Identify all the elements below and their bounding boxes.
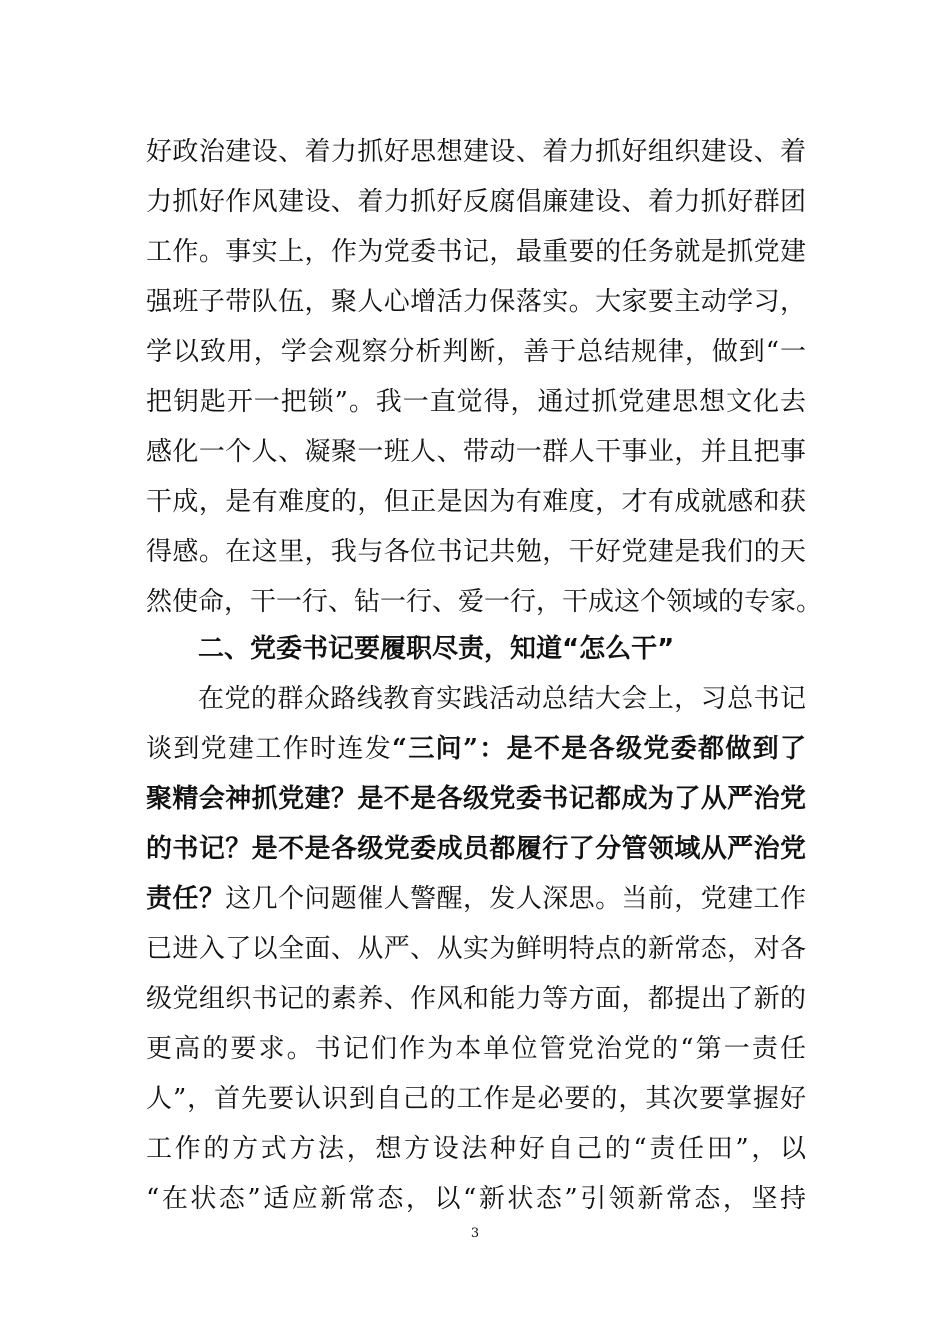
body-text-line: 力抓好作风建设、着力抓好反腐倡廉建设、着力抓好群团 [146, 187, 806, 217]
body-text-line: 感化一个人、凝聚一班人、带动一群人干事业，并且把事 [146, 437, 806, 467]
body-text-line: 把钥匙开一把锁”。我一直觉得，通过抓党建思想文化去 [146, 387, 806, 417]
body-text-line: 在党的群众路线教育实践活动总结大会上，习总书记 [198, 684, 806, 714]
body-text-line: 工作的方式方法，想方设法种好自己的“责任田”，以 [146, 1134, 806, 1164]
body-text-line: 干成，是有难度的，但正是因为有难度，才有成就感和获 [146, 487, 806, 517]
body-text-line: 得感。在这里，我与各位书记共勉，干好党建是我们的天 [146, 537, 806, 567]
emphasis-text: 责任？ [146, 884, 226, 914]
page-number: 3 [470, 1226, 480, 1241]
body-text-line: 人”，首先要认识到自己的工作是必要的，其次要掌握好 [146, 1084, 806, 1114]
body-text-span: 这几个问题催人警醒，发人深思。当前，党建工作 [225, 884, 806, 914]
body-text-line: 然使命，干一行、钻一行、爱一行，干成这个领域的专家。 [146, 587, 823, 617]
section-heading: 二、党委书记要履职尽责，知道“怎么干” [198, 634, 675, 664]
body-text-line: 更高的要求。书记们作为本单位管党治党的“第一责任 [146, 1034, 806, 1064]
emphasis-text-line: 的书记？是不是各级党委成员都履行了分管领域从严治党 [146, 834, 806, 864]
emphasis-text-line: 聚精会神抓党建？是不是各级党委书记都成为了从严治党 [146, 784, 806, 814]
body-text-line: 学以致用，学会观察分析判断，善于总结规律，做到“一 [146, 337, 806, 367]
body-text-line: 好政治建设、着力抓好思想建设、着力抓好组织建设、着 [146, 137, 806, 167]
body-text-line: 工作。事实上，作为党委书记，最重要的任务就是抓党建 [146, 237, 806, 267]
body-text-line: 级党组织书记的素养、作风和能力等方面，都提出了新的 [146, 984, 806, 1014]
body-text-line: “在状态”适应新常态，以“新状态”引领新常态，坚持 [146, 1184, 806, 1214]
body-text-span: 谈到党建工作时连发 [146, 734, 393, 764]
body-text-line [146, 874, 806, 924]
body-text-line [146, 724, 806, 774]
body-text-line: 已进入了以全面、从严、从实为鲜明特点的新常态，对各 [146, 934, 806, 964]
emphasis-text: “三问”：是不是各级党委都做到了 [392, 734, 806, 764]
body-text-line: 强班子带队伍，聚人心增活力保落实。大家要主动学习， [146, 287, 806, 317]
